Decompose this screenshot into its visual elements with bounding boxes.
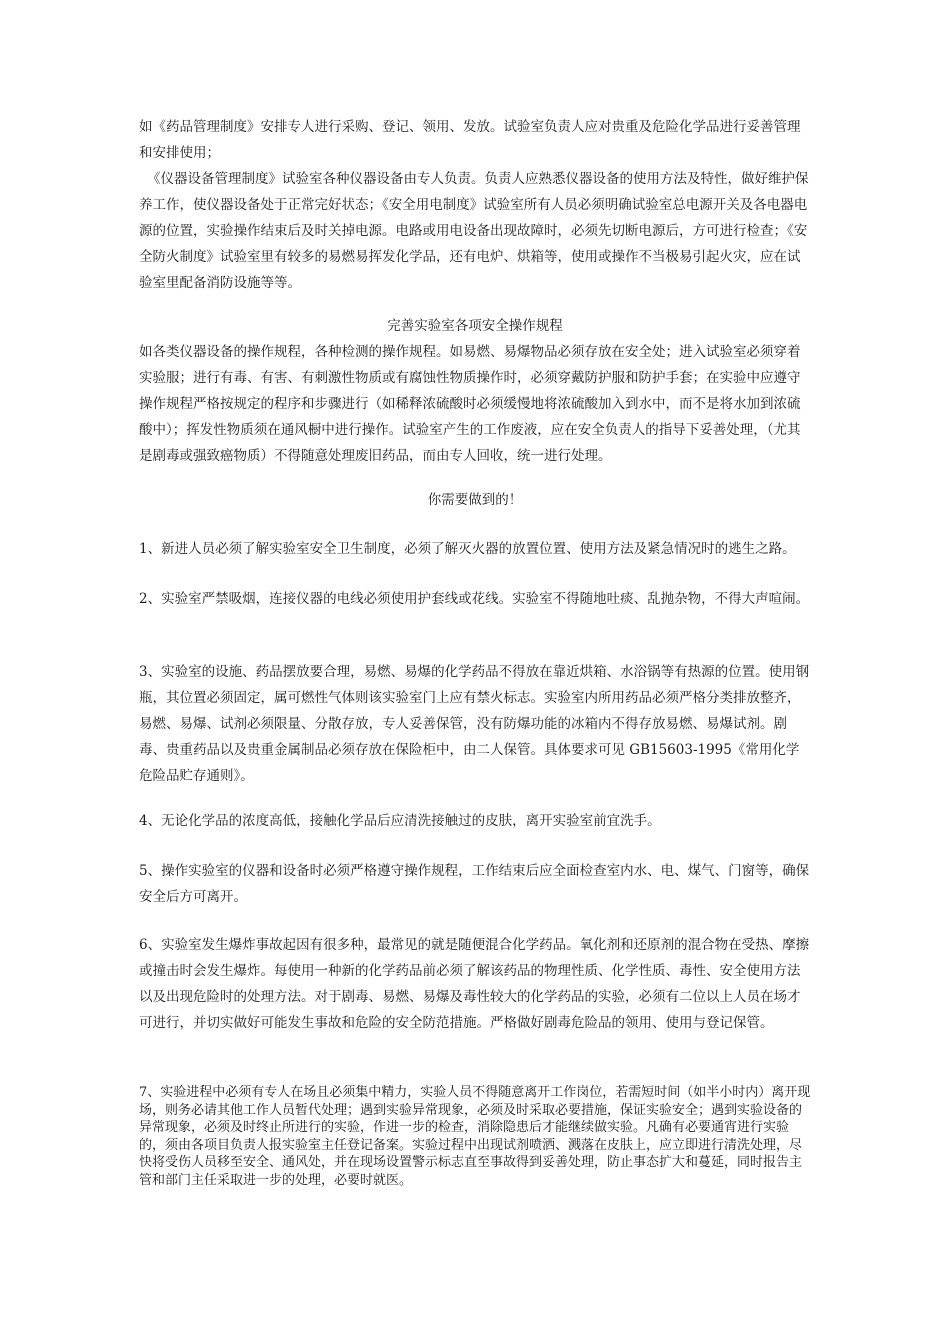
intro-paragraph-drug-management: 如《药品管理制度》安排专人进行采购、登记、领用、发放。试验室负责人应对贵重及危险化学品进行妥善管理和安排使用； (139, 119, 801, 161)
list-item: 4、无论化学品的浓度高低，接触化学品后应清洗接触过的皮肤，离开实验室前宜洗手。 (139, 813, 661, 829)
list-item: 3、实验室的设施、药品摆放要合理，易燃、易爆的化学药品不得放在靠近烘箱、水浴锅等有热源的位置。使用钢瓶，其位置必须固定，属可燃性气体则该实验室门上应有禁火标志。实验室内所用药品必须严格分类排放整齐，易燃、易爆、试剂必须限量、分散存放，专人妥善保管，没有防爆功能的冰箱内不得存放易燃、易爆试剂。剧毒、贵重药品以及贵重金属制品必须存放在保险柜中，由二人保管。具体要求可见 GB15603-1995《常用化学危险品贮存通则》。 (139, 664, 810, 784)
section-heading-operating-procedures: 完善实验室各项安全操作规程 (387, 318, 563, 334)
list-item: 5、操作实验室的仪器和设备时必须严格遵守操作规程，工作结束后应全面检查室内水、电、煤气、门窗等，确保安全后方可离开。 (139, 863, 810, 905)
section-paragraph-operating-procedures: 如各类仪器设备的操作规程，各种检测的操作规程。如易燃、易爆物品必须存放在安全处；进入试验室必须穿着实验服；进行有毒、有害、有刺激性物质或有腐蚀性物质操作时，必须穿戴防护服和防护手套；在实验中应遵守操作规程严格按规定的程序和步骤进行（如稀释浓硫酸时必须缓慢地将浓硫酸加入到水中，而不是将水加到浓硫酸中）；挥发性物质须在通风橱中进行操作。试验室产生的工作废液，应在安全负责人的指导下妥善处理，（尤其是剧毒或强致癌物质）不得随意处理废旧药品，而由专人回收，统一进行处理。 (139, 344, 801, 464)
section-heading-what-you-need-to-do: 你需要做到的！ (427, 492, 523, 508)
list-item: 2、实验室严禁吸烟，连接仪器的电线必须使用护套线或花线。实验室不得随地吐痰、乱抛杂物，不得大声喧闹。 (139, 591, 810, 607)
list-item: 6、实验室发生爆炸事故起因有很多种，最常见的就是随便混合化学药品。氧化剂和还原剂的混合物在受热、摩擦或撞击时会发生爆炸。每使用一种新的化学药品前必须了解该药品的物理性质、化学性质、毒性、安全使用方法以及出现危险时的处理方法。对于剧毒、易燃、易爆及毒性较大的化学药品的实验，必须有二位以上人员在场才可进行，并切实做好可能发生事故和危险的安全防范措施。严格做好剧毒危险品的领用、使用与登记保管。 (139, 937, 810, 1031)
intro-paragraph-equipment-electric-fire: 《仪器设备管理制度》试验室各种仪器设备由专人负责。负责人应熟悉仪器设备的使用方法及特性，做好维护保养工作，使仪器设备处于正常完好状态；《安全用电制度》试验室所有人员必须明确试验室总电源开关及各电器电源的位置，实验操作结束后及时关掉电源。电路或用电设备出现故障时，必须先切断电源后，方可进行检查；《安全防火制度》试验室里有较多的易燃易挥发化学品，还有电炉、烘箱等，使用或操作不当极易引起火灾，应在试验室里配备消防设施等等。 (139, 171, 809, 291)
list-item: 7、实验进程中必须有专人在场且必须集中精力，实验人员不得随意离开工作岗位，若需短时间（如半小时内）离开现场，则务必请其他工作人员暂代处理；遇到实验异常现象，必须及时采取必要措施，保证实验安全；遇到实验设备的异常现象，必须及时终止所进行的实验，作进一步的检查，消除隐患后才能继续做实验。凡确有必要通宵进行实验的，须由各项目负责人报实验室主任登记备案。实验过程中出现试剂喷洒、溅落在皮肤上，应立即进行清洗处理，尽快将受伤人员移至安全、通风处，并在现场设置警示标志直至事故得到妥善处理，防止事态扩大和蔓延，同时报告主管和部门主任采取进一步的处理，必要时就医。 (139, 1085, 811, 1188)
list-item: 1、新进人员必须了解实验室安全卫生制度，必须了解灭火器的放置位置、使用方法及紧急情况时的逃生之路。 (139, 541, 796, 557)
